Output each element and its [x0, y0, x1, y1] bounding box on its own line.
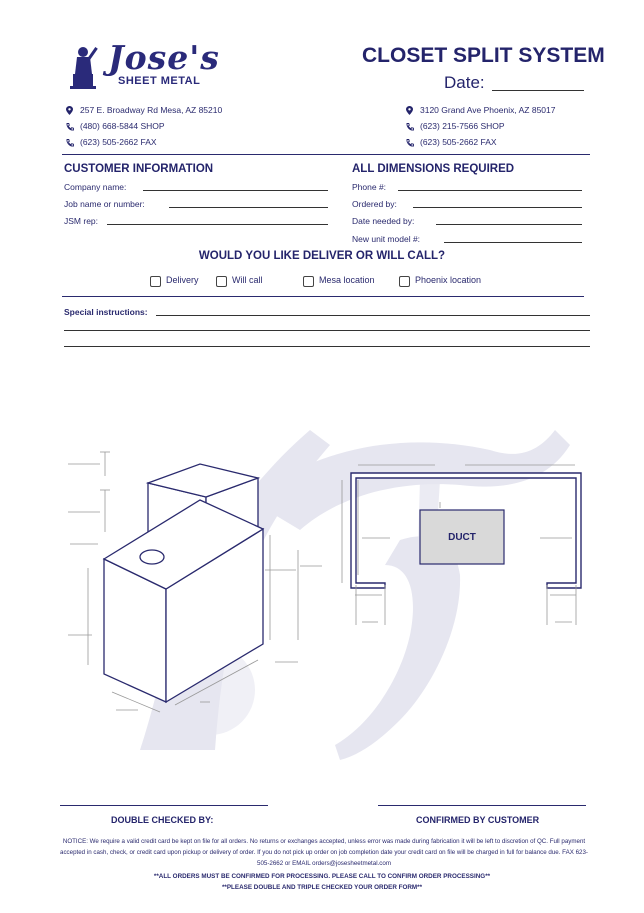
phone-field[interactable]	[398, 190, 582, 191]
phone-icon	[406, 123, 414, 131]
double-checked-label: DOUBLE CHECKED BY:	[111, 815, 214, 825]
special-instructions-line[interactable]	[156, 315, 590, 316]
phone-label: Phone #:	[352, 182, 387, 192]
jsm-rep-label: JSM rep:	[64, 216, 99, 226]
mesa-address: 257 E. Broadway Rd Mesa, AZ 85210	[80, 105, 223, 115]
question-divider	[62, 296, 584, 297]
company-name-label: Company name:	[64, 182, 127, 192]
customer-confirm-signature-line[interactable]	[378, 805, 586, 806]
unit-isometric-diagram	[60, 440, 330, 720]
phoenix-location-option-label: Phoenix location	[415, 275, 482, 285]
phoenix-location-checkbox[interactable]	[399, 276, 410, 287]
delivery-option-label: Delivery	[166, 275, 199, 285]
map-pin-icon	[66, 106, 73, 115]
ordered-by-label: Ordered by:	[352, 199, 397, 209]
delivery-question: WOULD YOU LIKE DELIVER OR WILL CALL?	[198, 250, 446, 262]
customer-confirm-label: CONFIRMED BY CUSTOMER	[416, 815, 540, 825]
date-field[interactable]	[492, 90, 584, 91]
header-divider	[62, 154, 590, 155]
brand-subtitle: SHEET METAL	[118, 75, 201, 87]
job-name-label: Job name or number:	[64, 199, 145, 209]
special-instructions-line[interactable]	[64, 330, 590, 331]
brand-name: Jose's	[108, 38, 220, 77]
fax-icon	[66, 139, 74, 147]
phone-icon	[66, 123, 74, 131]
phoenix-address: 3120 Grand Ave Phoenix, AZ 85017	[420, 105, 556, 115]
special-instructions-label: Special instructions:	[64, 307, 148, 317]
special-instructions-line[interactable]	[64, 346, 590, 347]
job-name-field[interactable]	[169, 207, 328, 208]
company-name-field[interactable]	[143, 190, 328, 191]
mesa-location-option-label: Mesa location	[319, 275, 375, 285]
will-call-checkbox[interactable]	[216, 276, 227, 287]
new-unit-model-field[interactable]	[444, 242, 582, 243]
double-checked-signature-line[interactable]	[60, 805, 268, 806]
mesa-shop-phone: (480) 668-5844 SHOP	[80, 121, 165, 131]
double-check-reminder-text: **PLEASE DOUBLE AND TRIPLE CHECKED YOUR ORDER FORM**	[221, 884, 423, 891]
closet-plan-diagram	[340, 460, 600, 630]
jsm-rep-field[interactable]	[107, 224, 328, 225]
phoenix-shop-phone: (623) 215-7566 SHOP	[420, 121, 505, 131]
duct-label: DUCT	[448, 532, 476, 543]
phoenix-fax: (623) 505-2662 FAX	[420, 137, 497, 147]
notice-text: NOTICE: We require a valid credit card be kept on file for all orders. No returns or exchanges accepted, unless error was made during fabrication it will be left to discretion of QC. Full payment accepted in cash, check, or credit card upon pickup or delivery of order. If you do not pick up order on job completion date your credit card on file will be charged in full for balance due. FAX 623-505-2662 or EMAIL orders@josesheetmetal.com	[60, 838, 588, 867]
new-unit-model-label: New unit model #:	[352, 234, 421, 244]
dimensions-heading: ALL DIMENSIONS REQUIRED	[352, 163, 515, 175]
logo-worker-icon	[68, 42, 110, 90]
date-needed-label: Date needed by:	[352, 216, 415, 226]
form-title: CLOSET SPLIT SYSTEM	[362, 44, 605, 67]
mesa-fax: (623) 505-2662 FAX	[80, 137, 157, 147]
will-call-option-label: Will call	[232, 275, 263, 285]
delivery-checkbox[interactable]	[150, 276, 161, 287]
map-pin-icon	[406, 106, 413, 115]
fax-icon	[406, 139, 414, 147]
date-needed-field[interactable]	[436, 224, 582, 225]
confirm-processing-text: **ALL ORDERS MUST BE CONFIRMED FOR PROCESSING. PLEASE CALL TO CONFIRM ORDER PROCESSING**	[153, 873, 491, 880]
ordered-by-field[interactable]	[413, 207, 582, 208]
mesa-location-checkbox[interactable]	[303, 276, 314, 287]
date-label: Date:	[444, 73, 485, 92]
customer-info-heading: CUSTOMER INFORMATION	[64, 163, 214, 175]
